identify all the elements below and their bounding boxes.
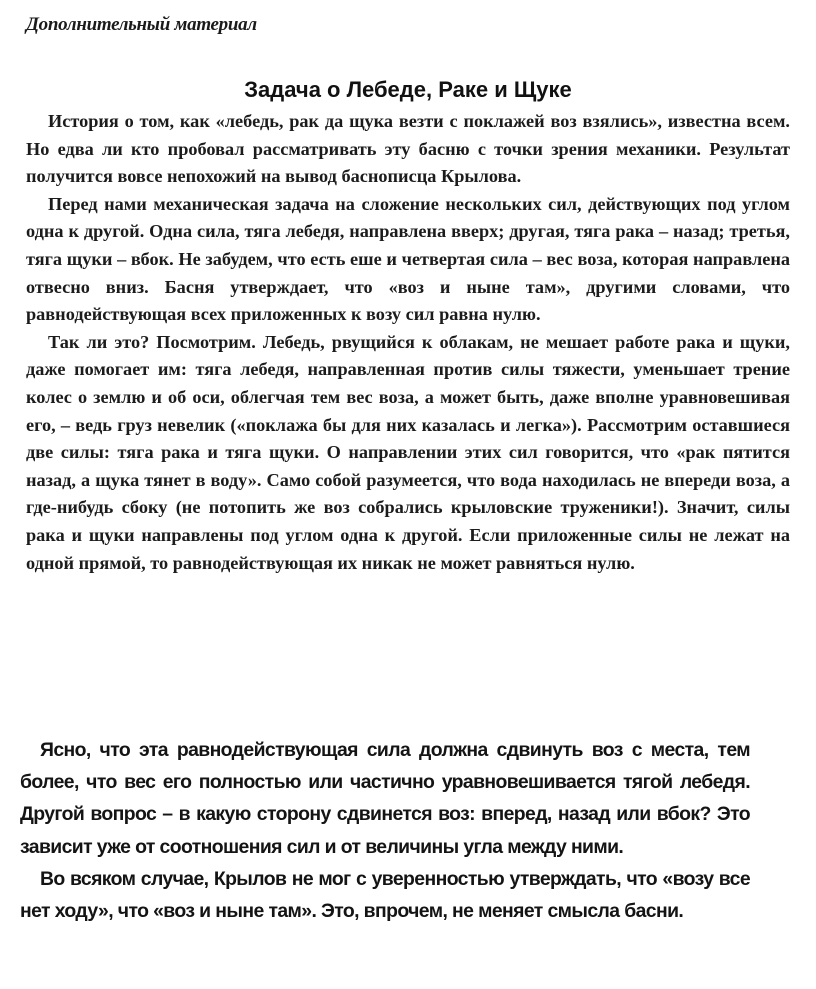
article-body bbox=[26, 108, 790, 577]
section-header: Дополнительный материал bbox=[26, 14, 257, 35]
article-title: Задача о Лебеде, Раке и Щуке bbox=[244, 77, 572, 102]
paragraph-2: Перед нами механическая задача на сложение нескольких сил, действующих под углом одна к другой. Одна сила, тяга лебедя, направлена вверх; другая, тяга рака – назад; третья, тяга щуки – вбок. Не забудем, что есть еше и четвертая сила – вес воза, которая направлена отвесно вниз. Басня утверждает, что «воз и ныне там», другими словами, что равнодействующая всех приложенных к возу сил равна нулю. bbox=[26, 193, 790, 325]
paragraph-1: История о том, как «лебедь, рак да щука везти с поклажей воз взялись», известна всем. Но едва ли кто пробовал рассматривать эту басню с точки зрения механики. Результат получится вовсе непохожий на вывод баснописца Крылова. bbox=[26, 111, 790, 187]
paragraph-4: Ясно, что эта равнодействующая сила должна сдвинуть воз с места, тем более, что вес его полностью или частично уравновешивается тягой лебедя. Другой вопрос – в какую сторону сдвинется воз: вперед, назад или вбок? Это зависит уже от соотношения сил и от величины угла между ними. bbox=[20, 739, 750, 858]
paragraph-5: Во всяком случае, Крылов не мог с уверенностью утверждать, что «возу все нет ходу», что «воз и ныне там». Это, впрочем, не меняет смысла басни. bbox=[20, 867, 750, 923]
paragraph-3: Так ли это? Посмотрим. Лебедь, рвущийся к облакам, не мешает работе рака и щуки, даже помогает им: тяга лебедя, направленная против силы тяжести, уменьшает трение колес о землю и об оси, облегчая тем вес воза, а может быть, даже вполне уравновешивая его, – ведь груз невелик («поклажа бы для них казалась и легка»). Рассмотрим оставшиеся две силы: тяга рака и тяга щуки. О направлении этих сил говорится, что «рак пятится назад, а щука тянет в воду». Само собой разумеется, что вода находилась не впереди воза, а где-нибудь сбоку (не потопить же воз собрались крыловские труженики!). Значит, силы рака и щуки направлены под углом одна к другой. Если приложенные силы не лежат на одной прямой, то равнодействующая их никак не может равняться нулю. bbox=[26, 331, 790, 573]
article-continuation bbox=[20, 734, 750, 927]
